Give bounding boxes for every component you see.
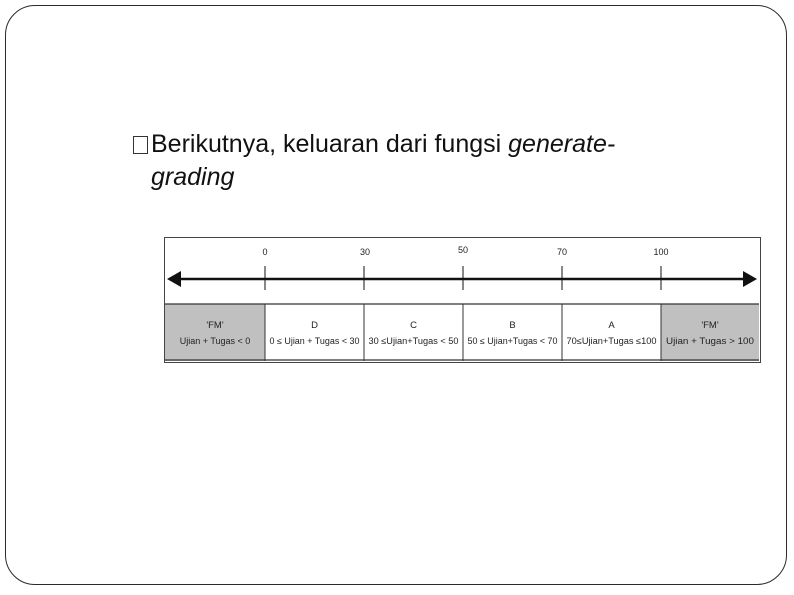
grade-range: 70≤Ujian+Tugas ≤100 (566, 336, 657, 346)
grade-table (165, 304, 759, 361)
grade-cell-fm-low (165, 304, 265, 361)
tick-label-30: 30 (359, 247, 371, 257)
grade-range: 50 ≤ Ujian+Tugas < 70 (467, 336, 558, 346)
grading-diagram (165, 238, 759, 361)
grade-label: C (410, 320, 417, 331)
grading-figure (164, 237, 761, 363)
grade-range: Ujian + Tugas < 0 (179, 336, 251, 346)
grade-range: 30 ≤Ujian+Tugas < 50 (368, 336, 459, 346)
grade-label: 'FM' (701, 320, 719, 331)
grade-range: 0 ≤ Ujian + Tugas < 30 (269, 336, 360, 346)
bullet-square-icon (133, 136, 148, 154)
bullet-text (133, 129, 615, 159)
grade-cell-c (364, 304, 463, 361)
grade-cell-a (562, 304, 661, 361)
arrow-right-icon (743, 271, 757, 287)
bullet-italic-text: generate- (508, 130, 616, 158)
grade-label: D (311, 320, 318, 331)
bullet-plain-text: Berikutnya, keluaran dari fungsi (151, 130, 509, 158)
arrow-left-icon (167, 271, 181, 287)
grade-label: B (509, 320, 516, 331)
tick-label-50: 50 (457, 245, 469, 255)
grade-label: A (608, 320, 615, 331)
tick-label-0: 0 (262, 247, 268, 257)
grade-cell-b (463, 304, 562, 361)
tick-label-70: 70 (556, 247, 568, 257)
grade-range: Ujian + Tugas > 100 (666, 336, 754, 346)
grade-cell-fm-high (661, 304, 759, 361)
tick-label-100: 100 (653, 247, 669, 257)
bullet-continuation: grading (151, 163, 235, 191)
grade-label: 'FM' (206, 320, 224, 331)
grade-cell-d (265, 304, 364, 361)
